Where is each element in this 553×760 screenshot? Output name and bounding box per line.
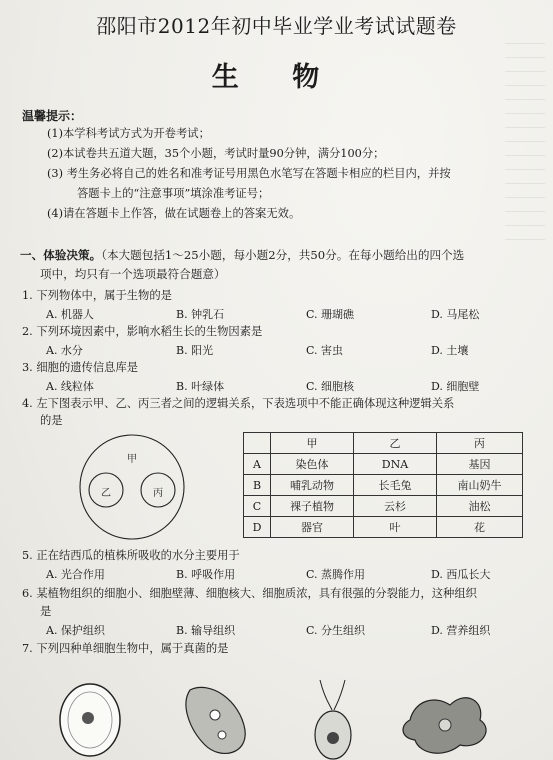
option: A. 水分 xyxy=(46,344,83,357)
table-cell: 裸子植物 xyxy=(271,496,354,517)
table-cell: 基因 xyxy=(437,454,523,475)
table-row xyxy=(244,517,523,538)
table-row xyxy=(244,475,523,496)
diagram-label-right: 丙 xyxy=(153,488,163,499)
exam-title: 邵阳市2012年初中毕业学业考试试题卷 xyxy=(96,14,457,38)
logic-diagram xyxy=(62,432,202,542)
question-options xyxy=(46,566,490,582)
option: B. 钟乳石 xyxy=(176,308,225,321)
section-note-cont: 项中，均只有一个选项最符合题意） xyxy=(40,267,226,281)
option: B. 输导组织 xyxy=(176,624,236,637)
table-cell: B xyxy=(244,475,271,496)
option: A. 保护组织 xyxy=(46,624,105,637)
table-cell: 南山奶牛 xyxy=(437,475,523,496)
amoeba-figure xyxy=(403,698,486,753)
option: D. 马尾松 xyxy=(431,308,480,321)
section-heading xyxy=(20,247,464,263)
chlamydomonas-figure xyxy=(315,680,351,759)
option: C. 害虫 xyxy=(306,344,344,357)
option: D. 营养组织 xyxy=(431,624,491,637)
table-row xyxy=(244,496,523,517)
tip-item: 答题卡上的“注意事项”填涂准考证号； xyxy=(77,187,270,200)
question-options xyxy=(46,342,468,358)
option: C. 珊瑚礁 xyxy=(306,308,355,321)
option: C. 分生组织 xyxy=(306,624,366,637)
options-table xyxy=(243,432,523,538)
table-cell: 甲 xyxy=(271,433,354,454)
diagram-label-outer: 甲 xyxy=(127,454,137,465)
yeast-cell-figure xyxy=(60,684,120,756)
table-cell: 丙 xyxy=(437,433,523,454)
option: A. 线粒体 xyxy=(46,380,94,393)
question-stem-cont: 是 xyxy=(40,605,52,618)
question-stem: 2. 下列环境因素中，影响水稻生长的生物因素是 xyxy=(22,325,263,338)
question-stem-cont: 的是 xyxy=(40,414,63,427)
option: A. 光合作用 xyxy=(46,568,105,581)
question-options xyxy=(46,378,479,394)
table-cell: C xyxy=(244,496,271,517)
question-stem: 7. 下列四种单细胞生物中，属于真菌的是 xyxy=(22,642,229,655)
question-stem: 1. 下列物体中，属于生物的是 xyxy=(22,289,172,302)
question-stem: 5. 正在结西瓜的植株所吸收的水分主要用于 xyxy=(22,549,240,562)
paramecium-figure xyxy=(186,687,245,753)
option: D. 土壤 xyxy=(431,344,469,357)
subject-title: 生 物 xyxy=(211,62,342,93)
table-cell: 花 xyxy=(437,517,523,538)
option: C. 细胞核 xyxy=(306,380,355,393)
diagram-label-left: 乙 xyxy=(101,488,111,499)
tips-heading: 温馨提示： xyxy=(22,109,83,123)
option: B. 呼吸作用 xyxy=(176,568,236,581)
table-cell: 长毛兔 xyxy=(354,475,437,496)
tip-item: (1)本学科考试方式为开卷考试； xyxy=(47,127,210,140)
table-cell: 云杉 xyxy=(354,496,437,517)
table-cell: 染色体 xyxy=(271,454,354,475)
section-title: 一、体验决策。 xyxy=(20,248,102,262)
option: D. 细胞壁 xyxy=(431,380,480,393)
table-cell: 油松 xyxy=(437,496,523,517)
option: B. 阳光 xyxy=(176,344,214,357)
tip-item: (3) 考生务必将自己的姓名和准考证号用黑色水笔写在答题卡相应的栏目内，并按 xyxy=(47,167,451,180)
question-stem: 3. 细胞的遗传信息库是 xyxy=(22,361,139,374)
table-cell: 器官 xyxy=(271,517,354,538)
table-row xyxy=(244,454,523,475)
table-cell: DNA xyxy=(354,454,437,475)
single-cell-organisms-illustration xyxy=(40,660,510,760)
table-cell: 叶 xyxy=(354,517,437,538)
table-cell xyxy=(244,433,271,454)
table-header-row xyxy=(244,433,523,454)
question-options xyxy=(46,622,490,638)
table-cell: 乙 xyxy=(354,433,437,454)
tip-item: (4)请在答题卡上作答，做在试题卷上的答案无效。 xyxy=(47,207,301,220)
option: B. 叶绿体 xyxy=(176,380,225,393)
table-cell: 哺乳动物 xyxy=(271,475,354,496)
table-cell: D xyxy=(244,517,271,538)
option: A. 机器人 xyxy=(46,308,94,321)
question-stem: 4. 左下图表示甲、乙、丙三者之间的逻辑关系，下表选项中不能正确体现这种逻辑关系 xyxy=(22,397,455,410)
question-options xyxy=(46,306,479,322)
question-stem: 6. 某植物组织的细胞小、细胞壁薄、细胞核大、细胞质浓，具有很强的分裂能力，这种组织 xyxy=(22,587,477,600)
section-note: （本大题包括1～25小题，每小题2分，共50分。在每小题给出的四个选 xyxy=(101,248,465,262)
tip-item: (2)本试卷共五道大题，35个小题，考试时量90分钟，满分100分； xyxy=(47,147,385,160)
option: D. 西瓜长大 xyxy=(431,568,491,581)
table-cell: A xyxy=(244,454,271,475)
option: C. 蒸腾作用 xyxy=(306,568,366,581)
